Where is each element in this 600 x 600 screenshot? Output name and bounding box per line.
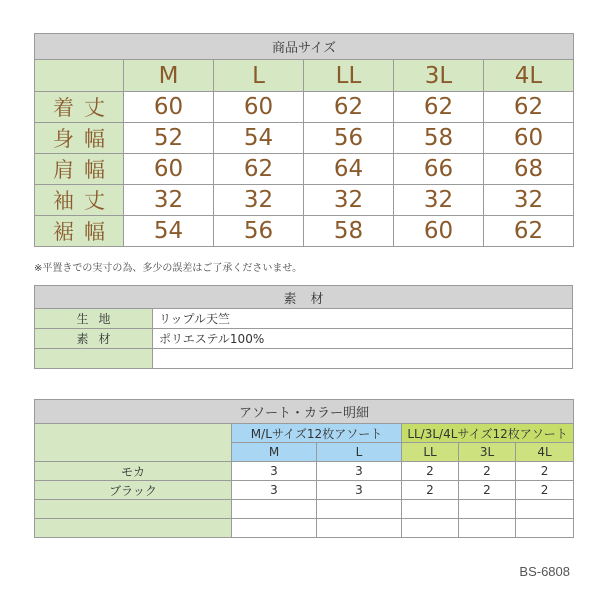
assort-group-ml: M/Lサイズ12枚アソート <box>232 424 402 443</box>
assort-qty <box>516 519 574 538</box>
material-label: 素材 <box>35 329 153 349</box>
size-value: 68 <box>484 154 574 185</box>
assort-qty <box>402 500 459 519</box>
size-value: 60 <box>484 123 574 154</box>
assort-qty <box>402 519 459 538</box>
assort-corner-cell <box>35 424 232 462</box>
size-header-ll: LL <box>304 60 394 92</box>
assort-row-empty <box>35 519 574 538</box>
row-label: 身幅 <box>35 123 124 154</box>
assort-qty: 3 <box>317 462 402 481</box>
assort-qty: 2 <box>516 462 574 481</box>
size-value: 62 <box>394 92 484 123</box>
size-value: 60 <box>124 92 214 123</box>
size-value: 58 <box>304 216 394 247</box>
size-value: 60 <box>214 92 304 123</box>
measurement-note: ※平置きでの実寸の為、多少の誤差はご了承くださいませ。 <box>34 263 303 274</box>
size-value: 52 <box>124 123 214 154</box>
size-value: 62 <box>214 154 304 185</box>
size-row-chest <box>35 123 574 154</box>
assort-qty: 2 <box>402 462 459 481</box>
assort-size-l: L <box>317 443 402 462</box>
size-value: 32 <box>124 185 214 216</box>
size-table <box>34 33 574 247</box>
size-header-l: L <box>214 60 304 92</box>
material-row-empty <box>35 349 573 369</box>
assort-qty: 2 <box>459 481 516 500</box>
size-value: 56 <box>304 123 394 154</box>
assort-row-empty <box>35 500 574 519</box>
size-row-shoulder <box>35 154 574 185</box>
size-value: 32 <box>214 185 304 216</box>
size-value: 66 <box>394 154 484 185</box>
size-row-sleeve <box>35 185 574 216</box>
row-label: 裾幅 <box>35 216 124 247</box>
assort-table-title: アソート・カラー明細 <box>35 400 574 424</box>
row-label: 着丈 <box>35 92 124 123</box>
size-value: 64 <box>304 154 394 185</box>
size-row-length <box>35 92 574 123</box>
assort-row-mocha <box>35 462 574 481</box>
assort-qty: 3 <box>232 481 317 500</box>
assort-size-3l: 3L <box>459 443 516 462</box>
size-table-title: 商品サイズ <box>35 34 574 60</box>
size-header-4l: 4L <box>484 60 574 92</box>
assort-qty: 2 <box>402 481 459 500</box>
assort-qty <box>317 519 402 538</box>
material-value: ポリエステル100% <box>153 329 573 349</box>
material-row-composition <box>35 329 573 349</box>
assort-qty: 2 <box>516 481 574 500</box>
assort-group-ll-4l: LL/3L/4Lサイズ12枚アソート <box>402 424 574 443</box>
color-name <box>35 500 232 519</box>
color-name: ブラック <box>35 481 232 500</box>
color-name <box>35 519 232 538</box>
material-label <box>35 349 153 369</box>
size-value: 58 <box>394 123 484 154</box>
size-value: 62 <box>304 92 394 123</box>
assort-qty <box>232 519 317 538</box>
size-header-m: M <box>124 60 214 92</box>
assort-size-m: M <box>232 443 317 462</box>
size-value: 32 <box>484 185 574 216</box>
assort-qty <box>516 500 574 519</box>
size-value: 54 <box>124 216 214 247</box>
color-name: モカ <box>35 462 232 481</box>
assort-qty <box>232 500 317 519</box>
size-value: 60 <box>394 216 484 247</box>
assort-qty <box>317 500 402 519</box>
assort-size-ll: LL <box>402 443 459 462</box>
assort-qty <box>459 519 516 538</box>
product-code: BS-6808 <box>519 564 570 579</box>
row-label: 肩幅 <box>35 154 124 185</box>
size-value: 32 <box>394 185 484 216</box>
size-header-3l: 3L <box>394 60 484 92</box>
assort-qty <box>459 500 516 519</box>
assort-table <box>34 399 574 538</box>
material-value: リップル天竺 <box>153 309 573 329</box>
size-value: 60 <box>124 154 214 185</box>
assort-row-black <box>35 481 574 500</box>
size-value: 56 <box>214 216 304 247</box>
size-corner-cell <box>35 60 124 92</box>
size-value: 62 <box>484 92 574 123</box>
row-label: 袖丈 <box>35 185 124 216</box>
size-value: 32 <box>304 185 394 216</box>
material-value <box>153 349 573 369</box>
material-table <box>34 285 573 369</box>
size-row-hem <box>35 216 574 247</box>
assort-size-4l: 4L <box>516 443 574 462</box>
assort-qty: 2 <box>459 462 516 481</box>
size-value: 54 <box>214 123 304 154</box>
material-row-fabric <box>35 309 573 329</box>
size-value: 62 <box>484 216 574 247</box>
material-table-title: 素材 <box>35 286 573 309</box>
assort-qty: 3 <box>232 462 317 481</box>
assort-qty: 3 <box>317 481 402 500</box>
material-label: 生地 <box>35 309 153 329</box>
